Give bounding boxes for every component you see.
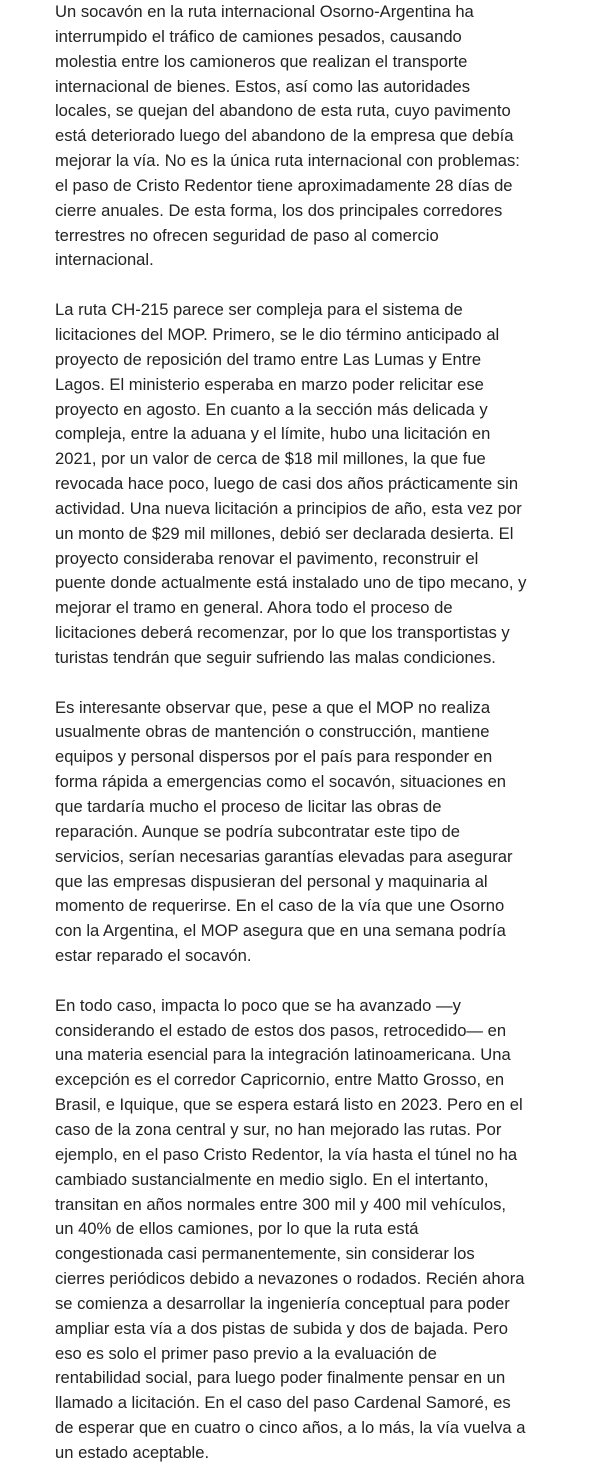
paragraph-line: Es interesante observar que, pese a que el MOP no realiza (55, 697, 491, 717)
paragraph-line: usualmente obras de mantención o construcción, mantiene (55, 722, 490, 742)
paragraph-line: licitaciones del MOP. Primero, se le dio término anticipado al (55, 324, 500, 344)
article-paragraph (55, 0, 578, 273)
paragraph-line: con la Argentina, el MOP asegura que en una semana podría (55, 921, 506, 941)
paragraph-line: rentabilidad social, para luego poder finalmente pensar en un (55, 1368, 506, 1388)
paragraph-line: se comienza a desarrollar la ingeniería conceptual para poder (55, 1293, 510, 1313)
paragraph-line: revocada hace poco, luego de casi dos años prácticamente sin (55, 474, 519, 494)
paragraph-line: proyecto en agosto. En cuanto a la sección más delicada y (55, 399, 488, 419)
paragraph-line: turistas tendrán que seguir sufriendo las malas condiciones. (55, 647, 496, 667)
paragraph-line: actividad. Una nueva licitación a principios de año, esta vez por (55, 498, 522, 518)
paragraph-line: locales, se quejan del abandono de esta ruta, cuyo pavimento (55, 101, 511, 121)
paragraph-line: cambiado sustancialmente en medio siglo. En el intertanto, (55, 1169, 489, 1189)
paragraph-line: cierre anuales. De esta forma, los dos principales corredores (55, 200, 503, 220)
paragraph-line: Un socavón en la ruta internacional Osorno-Argentina ha (55, 2, 474, 21)
paragraph-line: internacional. (55, 250, 154, 270)
paragraph-line: eso es solo el primer paso previo a la evaluación de (55, 1343, 437, 1363)
paragraph-line: servicios, serían necesarias garantías elevadas para asegurar (55, 846, 513, 866)
paragraph-line: un estado aceptable. (55, 1442, 210, 1462)
paragraph-line: estar reparado el socavón. (55, 946, 252, 966)
paragraph-line: caso de la zona central y sur, no han mejorado las rutas. Por (55, 1119, 502, 1139)
paragraph-line: transitan en años normales entre 300 mil y 400 mil vehículos, (55, 1194, 507, 1214)
paragraph-line: molestia entre los camioneros que realizan el transporte (55, 51, 468, 71)
paragraph-line: el paso de Cristo Redentor tiene aproximadamente 28 días de (55, 175, 513, 195)
paragraph-line: mejorar la vía. No es la única ruta internacional con problemas: (55, 151, 520, 171)
paragraph-line: ampliar esta vía a dos pistas de subida y dos de bajada. Pero (55, 1318, 508, 1338)
paragraph-line: una materia esencial para la integración latinoamericana. Una (55, 1045, 511, 1065)
paragraph-line: está deteriorado luego del abandono de la empresa que debía (55, 126, 514, 146)
paragraph-line: congestionada casi permanentemente, sin considerar los (55, 1244, 475, 1264)
paragraph-line: que las empresas dispusieran del personal y maquinaria al (55, 871, 488, 891)
paragraph-line: momento de requerirse. En el caso de la vía que une Osorno (55, 896, 505, 916)
paragraph-line: proyecto de reposición del tramo entre Las Lumas y Entre (55, 349, 482, 369)
paragraph-line: reparación. Aunque se podría subcontratar este tipo de (55, 821, 460, 841)
paragraph-line: equipos y personal dispersos por el país para responder en (55, 747, 493, 767)
article-paragraph (55, 696, 578, 969)
paragraph-line: interrumpido el tráfico de camiones pesados, causando (55, 26, 462, 46)
paragraph-line: que tardaría mucho el proceso de licitar las obras de (55, 797, 442, 816)
paragraph-line: 2021, por un valor de cerca de $18 mil millones, la que fue (55, 449, 486, 469)
paragraph-line: cierres periódicos debido a nevazones o rodados. Recién ahora (55, 1269, 525, 1289)
paragraph-line: un monto de $29 mil millones, debió ser declarada desierta. El (55, 523, 514, 543)
paragraph-line: un 40% de ellos camiones, por lo que la ruta está (55, 1219, 419, 1239)
paragraph-line: proyecto consideraba renovar el pavimento, reconstruir el (55, 548, 479, 568)
paragraph-line: considerando el estado de estos dos pasos, retrocedido— en (55, 1020, 507, 1040)
paragraph-line: Lagos. El ministerio esperaba en marzo poder relicitar ese (55, 374, 484, 394)
paragraph-line: ejemplo, en el paso Cristo Redentor, la vía hasta el túnel no ha (55, 1144, 518, 1164)
paragraph-line: puente donde actualmente está instalado uno de tipo mecano, y (55, 573, 527, 593)
paragraph-line: terrestres no ofrecen seguridad de paso al comercio (55, 225, 439, 245)
paragraph-line: Brasil, e Iquique, que se espera estará listo en 2023. Pero en el (55, 1095, 523, 1115)
paragraph-line: mejorar el tramo en general. Ahora todo el proceso de (55, 598, 453, 618)
paragraph-line: forma rápida a emergencias como el socavón, situaciones en (55, 772, 507, 792)
article-paragraph (55, 994, 578, 1466)
article-paragraph (55, 298, 578, 671)
paragraph-line: de esperar que en cuatro o cinco años, a lo más, la vía vuelva a (55, 1418, 526, 1438)
paragraph-line: llamado a licitación. En el caso del paso Cardenal Samoré, es (55, 1393, 511, 1413)
paragraph-line: licitaciones deberá recomenzar, por lo que los transportistas y (55, 623, 510, 643)
paragraph-line: La ruta CH-215 parece ser compleja para el sistema de (55, 300, 463, 320)
paragraph-line: internacional de bienes. Estos, así como las autoridades (55, 76, 471, 96)
paragraph-line: compleja, entre la aduana y el límite, hubo una licitación en (55, 424, 491, 444)
paragraph-line: En todo caso, impacta lo poco que se ha avanzado —y (55, 995, 461, 1015)
paragraph-line: excepción es el corredor Capricornio, entre Matto Grosso, en (55, 1070, 505, 1090)
